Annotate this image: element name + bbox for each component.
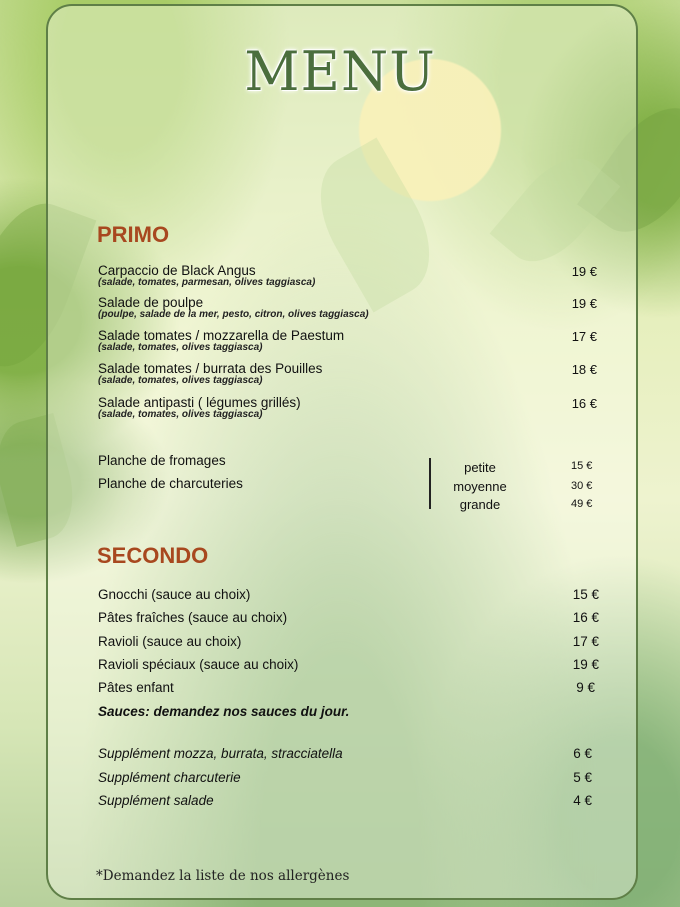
section-heading-primo: PRIMO (97, 222, 170, 247)
item-price: 19 € (571, 296, 597, 311)
menu-card (46, 4, 638, 900)
supplement-item (98, 793, 606, 808)
menu-item (98, 587, 606, 602)
item-description: (salade, tomates, olives taggiasca) (98, 409, 263, 420)
item-price: 17 € (572, 634, 599, 649)
item-price: 5 € (573, 770, 592, 785)
item-name: Gnocchi (sauce au choix) (98, 587, 251, 602)
menu-item (98, 296, 608, 320)
planche-fromages: Planche de fromages (98, 453, 226, 468)
item-name: Pâtes enfant (98, 680, 174, 695)
supplement-item (98, 746, 606, 761)
supplement-item (98, 770, 606, 785)
menu-item (98, 329, 608, 353)
menu-item (98, 362, 608, 386)
sauces-note: Sauces: demandez nos sauces du jour. (98, 704, 350, 719)
size-price: 15 € (571, 460, 593, 472)
item-name: Ravioli spéciaux (sauce au choix) (98, 657, 299, 672)
item-name: Carpaccio de Black Angus (98, 263, 256, 278)
section-heading-secondo: SECONDO (97, 543, 209, 568)
menu-item (98, 610, 606, 625)
item-price: 9 € (576, 680, 595, 695)
item-description: (salade, tomates, parmesan, olives taggiasca) (98, 277, 316, 288)
item-name: Supplément charcuterie (98, 770, 241, 785)
item-price: 4 € (573, 793, 592, 808)
item-name: Pâtes fraîches (sauce au choix) (98, 610, 288, 625)
item-price: 15 € (572, 587, 599, 602)
item-name: Supplément salade (98, 793, 214, 808)
item-price: 19 € (571, 264, 597, 279)
menu-item (98, 680, 606, 695)
menu-item (98, 396, 608, 420)
item-price: 18 € (571, 362, 597, 377)
size-price: 49 € (571, 498, 593, 510)
item-name: Salade antipasti ( légumes grillés) (98, 395, 301, 410)
menu-item (98, 264, 608, 288)
menu-item (98, 634, 606, 649)
item-price: 17 € (571, 329, 597, 344)
item-description: (poulpe, salade de la mer, pesto, citron, olives taggiasca) (98, 309, 369, 320)
item-description: (salade, tomates, olives taggiasca) (98, 375, 263, 386)
item-name: Salade de poulpe (98, 295, 204, 310)
size-label: moyenne (453, 479, 507, 494)
item-name: Salade tomates / mozzarella de Paestum (98, 328, 345, 343)
item-price: 19 € (572, 657, 599, 672)
size-label: grande (459, 497, 501, 512)
item-name: Supplément mozza, burrata, stracciatella (98, 746, 343, 761)
item-price: 6 € (573, 746, 592, 761)
size-divider (429, 458, 431, 509)
size-label: petite (464, 460, 496, 475)
size-price: 30 € (571, 480, 593, 492)
item-price: 16 € (572, 610, 599, 625)
allergen-note: *Demandez la liste de nos allergènes (96, 868, 350, 884)
planche-charcuteries: Planche de charcuteries (98, 476, 243, 491)
item-name: Ravioli (sauce au choix) (98, 634, 242, 649)
menu-title: MENU (244, 40, 436, 103)
menu-item (98, 657, 606, 672)
item-description: (salade, tomates, olives taggiasca) (98, 342, 263, 353)
item-price: 16 € (571, 396, 597, 411)
item-name: Salade tomates / burrata des Pouilles (98, 361, 323, 376)
